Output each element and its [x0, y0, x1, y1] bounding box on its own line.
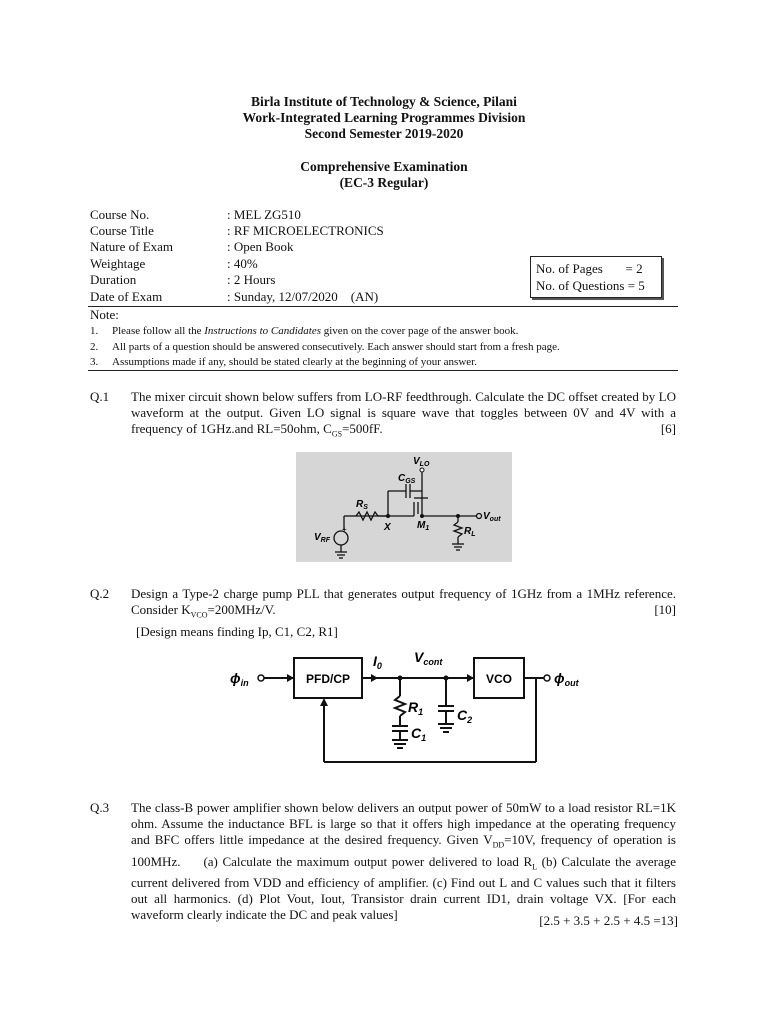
c1-label: C — [411, 725, 422, 741]
q2-design-note: [Design means finding Ip, C1, C2, R1] — [136, 623, 338, 639]
summary-box — [530, 256, 662, 298]
weightage-row — [90, 256, 258, 272]
date-row — [90, 289, 378, 305]
phi-in-sub: in — [240, 678, 249, 688]
svg-text:C2 — [457, 707, 472, 725]
svg-text:+: + — [342, 525, 347, 534]
svg-text:C1 — [411, 725, 426, 743]
question-1-text — [131, 389, 676, 443]
svg-text:ϕout — [554, 670, 580, 688]
info-label: Course No. — [90, 207, 150, 222]
exam-title: Comprehensive Examination — [300, 159, 468, 174]
q2-marks: [10] — [654, 602, 676, 617]
c2-label: C — [457, 707, 468, 723]
info-label: Nature of Exam — [90, 239, 174, 254]
rl-sub: L — [471, 531, 476, 538]
note-text: Assumptions made if any, should be stated clearly at the beginning of your answer. — [112, 356, 477, 368]
q3-vdd-sub: DD — [492, 840, 505, 850]
q2-subscript: VCO — [190, 610, 208, 620]
info-label: Weightage — [90, 256, 146, 271]
svg-text:Vcont — [414, 649, 443, 667]
q1-subscript: GS — [331, 429, 343, 439]
question-number: Q.2 — [90, 586, 110, 601]
phi-in-label: ϕ — [230, 670, 241, 686]
info-value: : Sunday, 12/07/2020 (AN) — [227, 289, 379, 304]
note-emphasis: Instructions to Candidates — [204, 325, 321, 337]
vout-label: V — [483, 511, 490, 522]
i0-sub: 0 — [376, 661, 382, 671]
q2-text: Design a Type-2 charge pump PLL that generates output frequency of 1GHz from a 1MHz reference. Consider K — [131, 586, 676, 617]
svg-text:CGS — [398, 473, 416, 485]
r1-label: R — [408, 699, 419, 715]
question-3-text — [131, 800, 680, 923]
mixer-circuit-figure — [296, 452, 512, 562]
svg-text:VLO — [413, 456, 430, 468]
pll-block-diagram — [228, 640, 596, 780]
c2-sub: 2 — [467, 715, 473, 725]
cgs-sub: GS — [405, 478, 416, 485]
vout-sub: out — [489, 516, 501, 523]
rs-sub: S — [363, 504, 368, 511]
m1-label: M — [417, 520, 426, 531]
info-value: : Open Book — [227, 239, 294, 254]
info-label: Course Title — [90, 223, 154, 238]
svg-text:R1 — [408, 699, 423, 717]
pages-count: No. of Pages = 2 — [536, 261, 643, 276]
note-number: 1. — [90, 325, 99, 337]
phi-out-sub: out — [564, 678, 579, 688]
svg-text:RL — [464, 526, 476, 538]
note-number: 2. — [90, 341, 99, 353]
course-title-row — [90, 223, 384, 239]
q2-text-end: =200MHz/V. — [207, 602, 276, 617]
q3-text: The class-B power amplifier shown below delivers an output power of 50mW to a load resistor RL=1K ohm. Assume the inductance BFL is large so that it offers high impedance at the operating frequency and BFC offers little impedance at the desired frequency. Given V — [131, 800, 676, 847]
note-item — [90, 355, 477, 369]
info-value: : MEL ZG510 — [227, 207, 301, 222]
institute-name: Birla Institute of Technology & Science, Pilani — [251, 94, 517, 109]
q1-text-end: =500fF. — [342, 421, 383, 436]
vlo-sub: LO — [419, 461, 430, 468]
question-2-text — [131, 586, 676, 640]
i0-label: I — [373, 653, 377, 669]
rs-label: R — [356, 499, 364, 510]
cgs-label: C — [398, 473, 406, 484]
vlo-label: V — [413, 456, 420, 467]
note-text: Please follow all the — [112, 325, 205, 337]
phi-out-label: ϕ — [554, 670, 565, 686]
info-value: : 2 Hours — [227, 272, 276, 287]
info-value: : RF MICROELECTRONICS — [227, 223, 384, 238]
svg-text:RS — [356, 499, 368, 511]
q1-marks: [6] — [660, 421, 676, 436]
note-text: All parts of a question should be answered consecutively. Each answer should start from a fresh page. — [112, 341, 560, 353]
vcont-sub: cont — [423, 657, 443, 667]
questions-count: No. of Questions = 5 — [536, 278, 645, 293]
m1-sub: 1 — [425, 525, 430, 532]
info-label: Duration — [90, 272, 137, 287]
duration-row — [90, 272, 275, 288]
note-text: given on the cover page of the answer book. — [321, 325, 519, 337]
vco-block: VCO — [485, 672, 513, 686]
svg-text:ϕin — [230, 670, 249, 688]
vrf-sub: RF — [320, 537, 331, 544]
nature-row — [90, 239, 293, 255]
svg-text:VRF — [314, 532, 331, 544]
question-number: Q.3 — [90, 800, 110, 815]
q3-text-end: (b) Calculate the average current delivered from VDD and efficiency of amplifier. (c) Find out L and C values such that it filters out all harmonics. (d) Plot Vout, Iout, Transistor drain current ID1, drain voltage VX. [For each waveform clearly indicate the DC and peak values] — [131, 853, 676, 923]
x-node-label: X — [384, 522, 391, 533]
vrf-label: V — [314, 532, 321, 543]
info-label: Date of Exam — [90, 289, 163, 304]
q3-text-mid: =10V, frequency of operation is 100MHz. (a) Calculate the maximum output power delivered to load R — [131, 832, 680, 869]
c1-sub: 1 — [421, 733, 427, 743]
semester: Second Semester 2019-2020 — [304, 126, 464, 141]
note-number: 3. — [90, 356, 99, 368]
q1-text: The mixer circuit shown below suffers from LO-RF feedthrough. Calculate the DC offset created by LO waveform at the output. Given LO signal is square wave that toggles between 0V and 4V with a frequency of 1GHz.and RL=50ohm, C — [131, 389, 676, 436]
svg-text:Vout — [483, 511, 501, 523]
divider — [88, 370, 678, 371]
rl-label: R — [464, 526, 472, 537]
q3-marks: [2.5 + 3.5 + 2.5 + 4.5 =13] — [539, 913, 678, 928]
note-item — [90, 340, 560, 354]
q3-rl-sub: L — [532, 862, 538, 872]
note-item — [90, 324, 518, 338]
course-no-row — [90, 207, 301, 223]
pfd-cp-block: PFD/CP — [305, 672, 351, 686]
divider — [88, 306, 678, 307]
info-value: : 40% — [227, 256, 258, 271]
note-title: Note: — [90, 307, 119, 322]
question-number: Q.1 — [90, 389, 110, 404]
r1-sub: 1 — [418, 707, 424, 717]
svg-text:I0 — [373, 653, 382, 671]
division-name: Work-Integrated Learning Programmes Division — [242, 110, 526, 125]
exam-subtitle: (EC-3 Regular) — [339, 175, 429, 190]
svg-text:M1 — [417, 520, 429, 532]
vcont-label: V — [414, 649, 424, 665]
